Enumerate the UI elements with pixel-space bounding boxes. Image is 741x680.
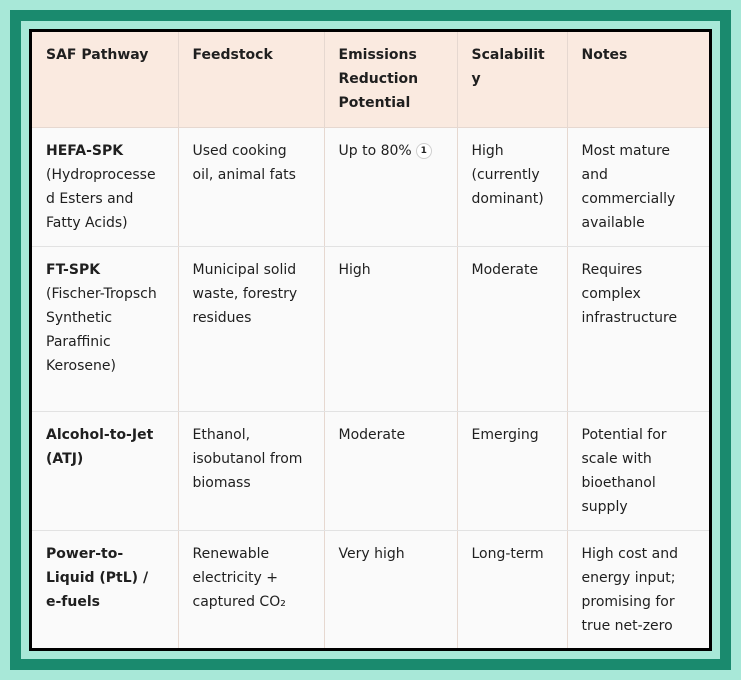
pathway-cell	[32, 531, 178, 650]
scalability-cell: Emerging	[457, 412, 567, 531]
feedstock-cell: Municipal solid waste, forestry residues	[178, 247, 324, 412]
pathway-cell	[32, 247, 178, 412]
header-scalability: Scalability	[457, 32, 567, 128]
notes-cell: Requires complex infrastructure	[567, 247, 709, 412]
table-row	[32, 247, 709, 412]
pathway-detail: (Hydroprocessed Esters and Fatty Acids)	[46, 167, 156, 231]
header-row	[32, 32, 709, 128]
emissions-value: Up to 80%	[338, 143, 412, 159]
header-saf-pathway: SAF Pathway	[32, 32, 178, 128]
emissions-cell: Very high	[324, 531, 457, 650]
feedstock-cell: Used cooking oil, animal fats	[178, 128, 324, 247]
table-row	[32, 128, 709, 247]
header-emissions-reduction: Emissions Reduction Potential	[324, 32, 457, 128]
emissions-cell	[324, 128, 457, 247]
scalability-cell: High (currently dominant)	[457, 128, 567, 247]
table-row	[32, 531, 709, 650]
notes-cell: High cost and energy input; promising for true net-zero	[567, 531, 709, 650]
scalability-cell: Long-term	[457, 531, 567, 650]
footnote-badge[interactable]: 1	[416, 143, 432, 159]
pathway-cell	[32, 412, 178, 531]
notes-cell: Potential for scale with bioethanol supply	[567, 412, 709, 531]
table-row	[32, 412, 709, 531]
saf-table-container	[29, 29, 712, 651]
header-notes: Notes	[567, 32, 709, 128]
table-header	[32, 32, 709, 128]
saf-pathways-table	[32, 32, 709, 650]
scalability-cell: Moderate	[457, 247, 567, 412]
emissions-cell: Moderate	[324, 412, 457, 531]
feedstock-cell: Renewable electricity + captured CO₂	[178, 531, 324, 650]
pathway-name: Power-to-Liquid (PtL) / e-fuels	[46, 546, 149, 610]
feedstock-cell: Ethanol, isobutanol from biomass	[178, 412, 324, 531]
notes-cell: Most mature and commercially available	[567, 128, 709, 247]
pathway-name: Alcohol-to-Jet (ATJ)	[46, 427, 154, 467]
table-body	[32, 128, 709, 650]
pathway-cell	[32, 128, 178, 247]
pathway-name: HEFA-SPK	[46, 143, 124, 159]
pathway-name: FT-SPK	[46, 262, 101, 278]
header-feedstock: Feedstock	[178, 32, 324, 128]
pathway-detail: (Fischer-Tropsch Synthetic Paraffinic Kerosene)	[46, 286, 157, 374]
emissions-cell: High	[324, 247, 457, 412]
